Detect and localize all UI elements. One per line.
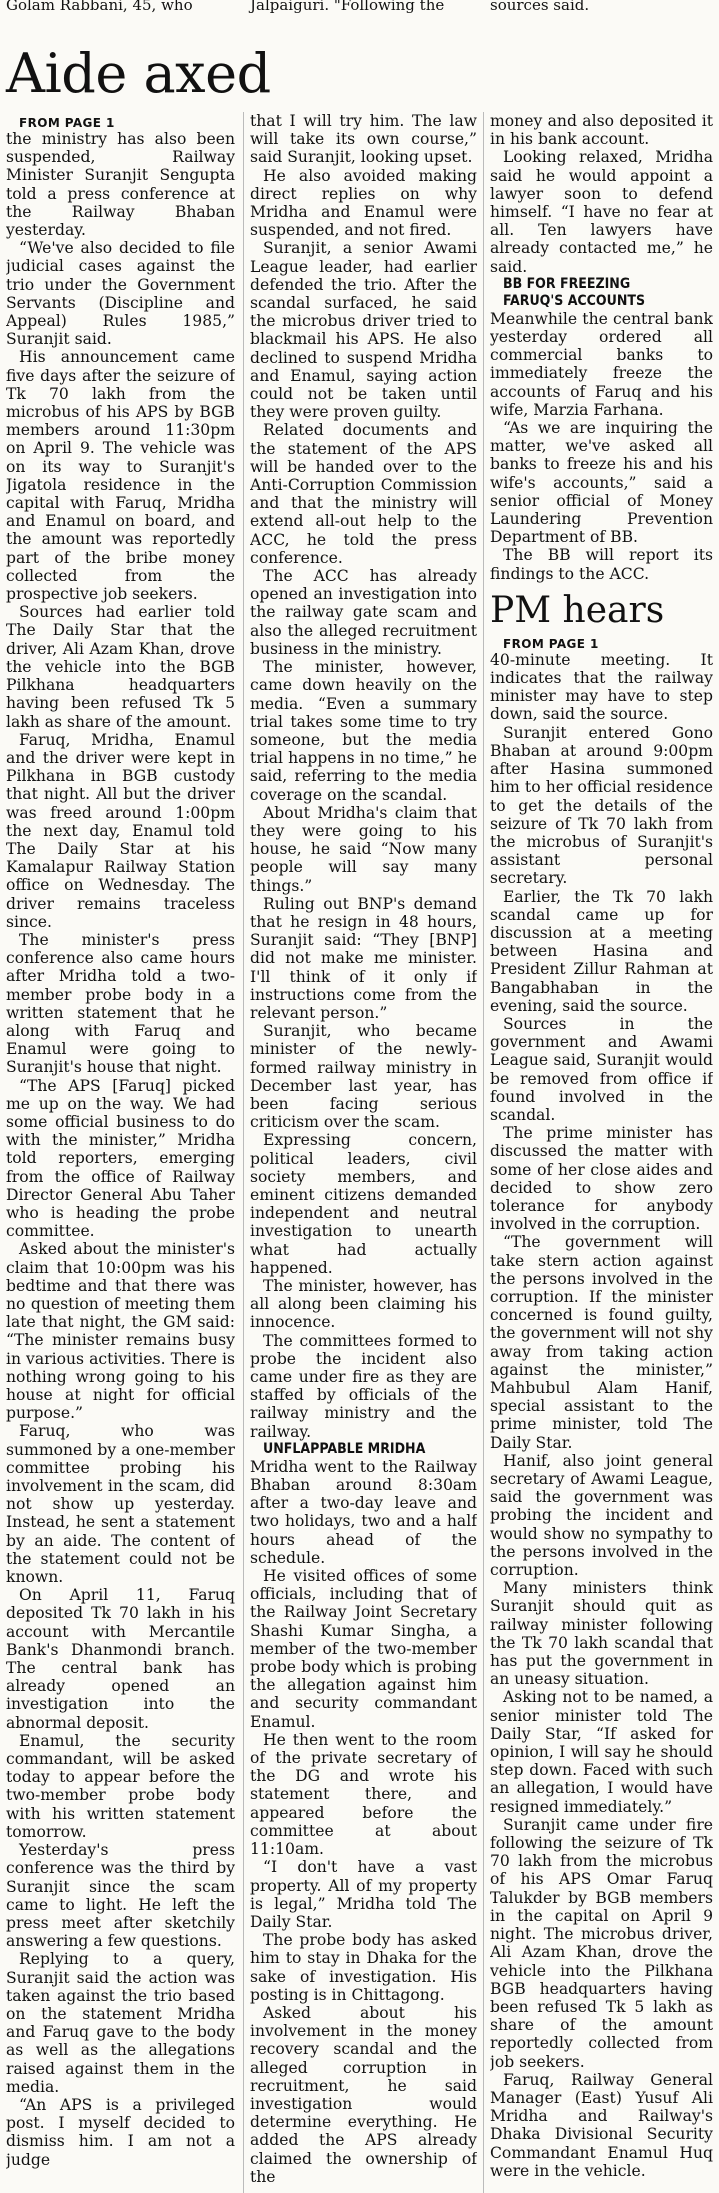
- article-column-1: [6, 116, 235, 2193]
- subhead-unflappable-mridha: UNFLAPPABLE MRIDHA: [263, 1440, 426, 1457]
- paragraph: His announcement came five days after the seizure of Tk 70 lakh from the microbus of his APS by BGB members around 11:30pm on April 9. The vehicle was on its way to Suranjit's Jigatola residence in the capital with Faruq, Mridha and Enamul on board, and the amount was reportedly part of the bribe money collected from the prospective job seekers.: [6, 348, 235, 604]
- paragraph: Faruq, Railway General Manager (East) Yusuf Ali Mridha and Railway's Dhaka Divisional Security Commandant Enamul Huq were in the vehicle.: [490, 2070, 713, 2180]
- paragraph: “I don't have a vast property. All of my property is legal,” Mridha told The Daily Star.: [250, 1858, 477, 1931]
- article-column-2: [250, 112, 477, 2193]
- paragraph: “The APS [Faruq] picked me up on the way. We had some official business to do with the minister,” Mridha told reporters, emerging from the office of Railway Director General Abu Taher who is heading the probe committee.: [6, 1076, 235, 1241]
- headline-pm-hears: PM hears: [490, 589, 665, 631]
- previous-article-strip: [0, 0, 719, 20]
- paragraph: Asked about the minister's claim that 10:00pm was his bedtime and that there was no question of meeting them late that night, the GM said: “The minister remains busy in various activities. There is nothing wrong going to his house at night for official purpose.”: [6, 1240, 235, 1423]
- paragraph: Related documents and the statement of the APS will be handed over to the Anti-Corruption Commission and that the ministry will extend all-out help to the ACC, he told the press conference.: [250, 421, 477, 567]
- paragraph: Earlier, the Tk 70 lakh scandal came up for discussion at a meeting between Hasina and President Zillur Rahman at Bangabhaban in the evening, said the source.: [490, 887, 713, 1015]
- paragraph: Suranjit entered Gono Bhaban at around 9:00pm after Hasina summoned him to her official residence to get the details of the seizure of Tk 70 lakh from the microbus of Suranjit's assistant personal secretary.: [490, 723, 713, 888]
- paragraph: “An APS is a privileged post. I myself decided to dismiss him. I am not a judge: [6, 2095, 235, 2169]
- paragraph: On April 11, Faruq deposited Tk 70 lakh in his account with Mercantile Bank's Dhanmondi branch. The central bank has already opened an investigation into the abnormal deposit.: [6, 1586, 235, 1732]
- paragraph: Suranjit, who became minister of the newly-formed railway ministry in December last year, has been facing serious criticism over the scam.: [250, 1022, 477, 1132]
- paragraph: About Mridha's claim that they were going to his house, he said “Now many people will say many things.”: [250, 803, 477, 895]
- paragraph: Meanwhile the central bank yesterday ordered all commercial banks to immediately freeze the accounts of Faruq and his wife, Marzia Farhana.: [490, 309, 713, 419]
- from-page-kicker: FROM PAGE 1: [19, 116, 115, 130]
- paragraph: The prime minister has discussed the matter with some of her close aides and decided to show zero tolerance for anybody involved in the corruption.: [490, 1124, 713, 1234]
- paragraph: Replying to a query, Suranjit said the action was taken against the trio based on the statement Mridha and Faruq gave to the body as well as the allegations raised against them in the media.: [6, 1950, 235, 2096]
- paragraph: 40-minute meeting. It indicates that the railway minister may have to step down, said the source.: [490, 650, 713, 724]
- paragraph: Looking relaxed, Mridha said he would appoint a lawyer soon to defend himself. “I have no fear at all. Ten lawyers have already contacted me,” he said.: [490, 148, 713, 276]
- paragraph: “The government will take stern action against the persons involved in the corruption. If the minister concerned is found guilty, the government will not shy away from taking action against the minister,” Mahbubul Alam Hanif, special assistant to the prime minister, told The Daily Star.: [490, 1233, 713, 1452]
- paragraph: money and also deposited it in his bank account.: [490, 112, 713, 149]
- paragraph: Mridha went to the Railway Bhaban around 8:30am after a two-day leave and two holidays, two and a half hours ahead of the schedule.: [250, 1457, 477, 1567]
- column-divider: [483, 112, 484, 2193]
- paragraph: The probe body has asked him to stay in Dhaka for the sake of investigation. His posting is in Chittagong.: [250, 1931, 477, 2004]
- column-divider: [243, 112, 244, 2193]
- strip-col3-text: sources said.: [490, 0, 590, 14]
- strip-col1-text: Golam Rabbani, 45, who: [6, 0, 193, 14]
- paragraph: The ACC has already opened an investigation into the railway gate scam and also the alleged recruitment business in the ministry.: [250, 567, 477, 658]
- paragraph: Expressing concern, political leaders, civil society members, and eminent citizens demanded independent and neutral investigation to unearth what had actually happened.: [250, 1131, 477, 1277]
- paragraph: He then went to the room of the private secretary of the DG and wrote his statement there, and appeared before the committee at about 11:10am.: [250, 1730, 477, 1859]
- paragraph: Ruling out BNP's demand that he resign in 48 hours, Suranjit said: “They [BNP] did not make me minister. I'll think of it only if instructions come from the relevant person.”: [250, 894, 477, 1022]
- strip-col2-text: Jalpaiguri. "Following the: [250, 0, 445, 14]
- paragraph: He also avoided making direct replies on why Mridha and Enamul were suspended, and not fired.: [250, 166, 477, 240]
- paragraph: Asked about his involvement in the money recovery scandal and the alleged corruption in recruitment, he said investigation would determine everything. He added the APS already claimed the ownership of the: [250, 2003, 477, 2186]
- subhead-bb-freezing: BB FOR FREEZING: [503, 275, 631, 292]
- paragraph: Yesterday's press conference was the third by Suranjit since the scam came to light. He left the press meet after sketchily answering a few questions.: [6, 1841, 235, 1951]
- paragraph: Suranjit, a senior Awami League leader, had earlier defended the trio. After the scandal surfaced, he said the microbus driver tried to blackmail his APS. He also declined to suspend Mridha and Enamul, saying action could not be taken until they were proven guilty.: [250, 239, 477, 422]
- paragraph: that I will try him. The law will take its own course,” said Suranjit, looking upset.: [250, 112, 477, 167]
- article-column-3: [490, 112, 713, 2193]
- paragraph: The minister's press conference also came hours after Mridha told a two-member probe body in a written statement that he along with Faruq and Enamul were going to Suranjit's house that night.: [6, 930, 235, 1077]
- paragraph: Sources had earlier told The Daily Star that the driver, Ali Azam Khan, drove the vehicle into the BGB Pilkhana headquarters having been refused Tk 5 lakh as share of the amount.: [6, 603, 235, 731]
- paragraph: Enamul, the security commandant, will be asked today to appear before the two-member probe body with his written statement tomorrow.: [6, 1731, 235, 1841]
- paragraph: The minister, however, came down heavily on the media. “Even a summary trial takes some time to try someone, but the media trial happens in no time,” he said, referring to the media coverage on the scandal.: [250, 658, 477, 804]
- paragraph: The minister, however, has all along been claiming his innocence.: [250, 1277, 477, 1332]
- paragraph: “We've also decided to file judicial cases against the trio under the Government Servants (Discipline and Appeal) Rules 1985,” Suranjit said.: [6, 239, 235, 349]
- paragraph: the ministry has also been suspended, Railway Minister Suranjit Sengupta told a press conference at the Railway Bhaban yesterday.: [6, 130, 235, 240]
- paragraph: The BB will report its findings to the ACC.: [490, 546, 713, 583]
- paragraph: Faruq, who was summoned by a one-member committee probing his involvement in the scam, did not show up yesterday. Instead, he sent a statement by an aide. The content of the statement could not be known.: [6, 1422, 235, 1587]
- paragraph: He visited offices of some officials, including that of the Railway Joint Secretary Shashi Kumar Singha, a member of the two-member probe body which is probing the allegation against him and security commandant Enamul.: [250, 1567, 477, 1731]
- paragraph: Many ministers think Suranjit should quit as railway minister following the Tk 70 lakh scandal that has put the government in an uneasy situation.: [490, 1579, 713, 1689]
- paragraph: Sources in the government and Awami League said, Suranjit would be removed from office if found involved in the scandal.: [490, 1014, 713, 1124]
- paragraph: Faruq, Mridha, Enamul and the driver were kept in Pilkhana in BGB custody that night. All but the driver was freed around 1:00pm the next day, Enamul told The Daily Star at his Kamalapur Railway Station office on Wednesday. The driver remains traceless since.: [6, 730, 235, 931]
- subhead-faruqs-accounts: FARUQ'S ACCOUNTS: [503, 292, 646, 309]
- from-page-kicker: FROM PAGE 1: [503, 636, 599, 651]
- paragraph: Suranjit came under fire following the seizure of Tk 70 lakh from the microbus of his APS Omar Faruq Talukder by BGB members in the capital on April 9 night. The microbus driver, Ali Azam Khan, drove the vehicle into the Pilkhana BGB headquarters having been refused Tk 5 lakh as share of the amount reportedly collected from job seekers.: [490, 1815, 713, 2071]
- paragraph: Hanif, also joint general secretary of Awami League, said the government was probing the incident and would show no sympathy to the persons involved in the corruption.: [490, 1451, 713, 1580]
- paragraph: Asking not to be named, a senior minister told The Daily Star, “If asked for opinion, I will say he should step down. Faced with such an allegation, I would have resigned immediately.”: [490, 1688, 713, 1816]
- headline: Aide axed: [6, 42, 271, 105]
- paragraph: “As we are inquiring the matter, we've asked all banks to freeze his and his wife's accounts,” said a senior official of Money Laundering Prevention Department of BB.: [490, 419, 713, 547]
- paragraph: The committees formed to probe the incident also came under fire as they are staffed by officials of the railway ministry and the railway.: [250, 1331, 477, 1441]
